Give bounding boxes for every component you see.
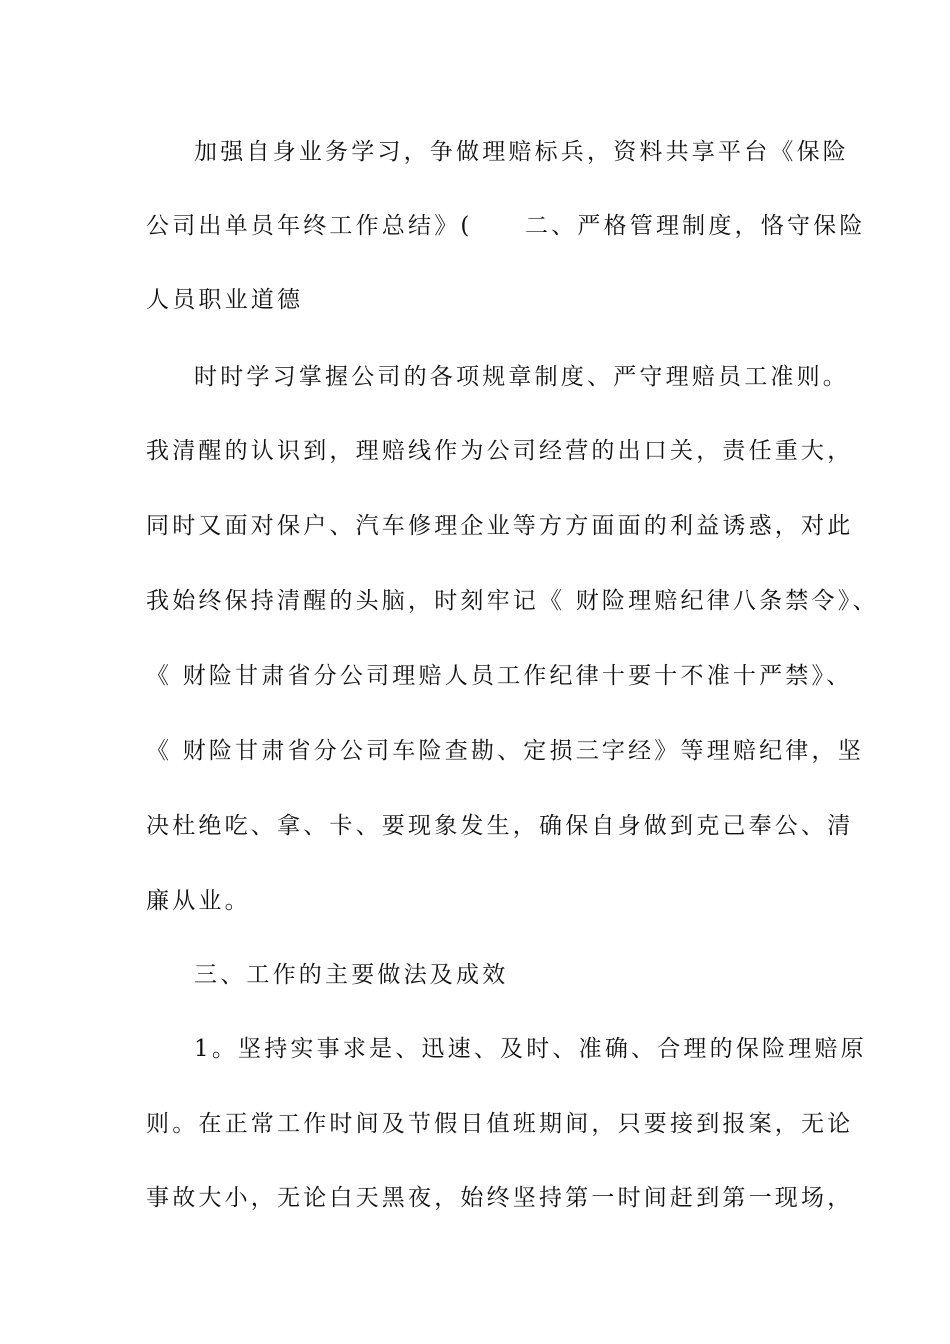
paragraph-line: 廉从业。	[146, 888, 251, 914]
paragraph-line: 《 财险甘肃省分公司理赔人员工作纪律十要十不准十严禁》、	[146, 663, 853, 689]
paragraph-line: 事故大小，无论白天黑夜，始终坚持第一时间赶到第一现场，	[146, 1185, 854, 1211]
paragraph-line: 公司出单员年终工作总结》( 二、严格管理制度，恪守保险	[146, 213, 866, 239]
paragraph-line: 决杜绝吃、拿、卡、要现象发生，确保自身做到克己奉公、清	[146, 813, 854, 839]
paragraph-line: 1。坚持实事求是、迅速、及时、准确、合理的保险理赔原	[194, 1036, 867, 1062]
paragraph-line: 人员职业道德	[146, 287, 304, 313]
paragraph-line: 《 财险甘肃省分公司车险查勘、定损三字经》等理赔纪律，坚	[146, 738, 864, 764]
paragraph-line: 我始终保持清醒的头脑，时刻牢记《 财险理赔纪律八条禁令》、	[146, 588, 879, 614]
paragraph-line: 时时学习掌握公司的各项规章制度、严守理赔员工准则。	[194, 364, 849, 390]
paragraph-line: 加强自身业务学习，争做理赔标兵，资料共享平台《保险	[194, 139, 849, 165]
paragraph-line: 我清醒的认识到，理赔线作为公司经营的出口关，责任重大，	[146, 438, 854, 464]
paragraph-line: 同时又面对保户、汽车修理企业等方方面面的利益诱惑，对此	[146, 513, 854, 539]
section-heading: 三、工作的主要做法及成效	[194, 962, 509, 988]
paragraph-line: 则。在正常工作时间及节假日值班期间，只要接到报案，无论	[146, 1111, 854, 1137]
